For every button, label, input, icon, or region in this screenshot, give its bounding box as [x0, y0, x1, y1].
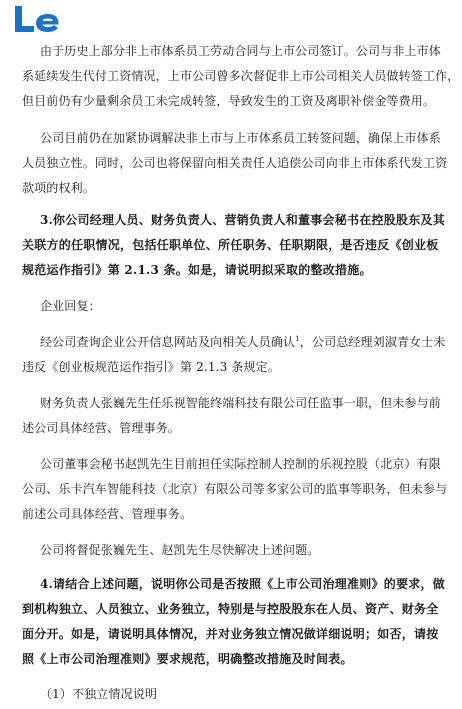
footnote-marker[interactable]: 1 — [295, 335, 300, 343]
text-line: 公司目前仍在加紧协调解决非上市与上市体系员工转签问题，确保上市体系 — [40, 131, 441, 145]
subsection-heading: （1）不独立情况说明 — [40, 687, 158, 701]
text-line — [40, 334, 446, 350]
text-line: 由于历史上部分非上市体系员工劳动合同与上市公司签订。公司与非上市体 — [40, 44, 441, 58]
question-4-line: 照《上市公司治理准则》要求规范，明确整改措施及时间表。 — [22, 652, 353, 666]
reply-heading: 企业回复： — [40, 299, 101, 313]
question-4-line: 4.请结合上述问题，说明你公司是否按照《上市公司治理准则》的要求，做 — [40, 577, 446, 591]
text-line: 公司董事会秘书赵凯先生目前担任实际控制人控制的乐视控股（北京）有限 — [40, 457, 441, 471]
text-line: 前述公司具体经营、管理事务。 — [22, 507, 193, 521]
text-line: 系延续发生代付工资情况，上市公司曾多次督促非上市公司相关人员做转签工作， — [22, 69, 460, 83]
le-logo-icon — [12, 4, 68, 34]
text-fragment: ，公司总经理刘淑青女士未 — [299, 335, 446, 349]
question-3-line: 规范运作指引》第 2.1.3 条。如是，请说明拟采取的整改措施。 — [22, 263, 372, 277]
text-line: 公司、乐卡汽车智能科技（北京）有限公司等多家公司的监事等职务，但未参与 — [22, 482, 448, 496]
company-logo — [12, 4, 68, 34]
text-line: 述公司具体经营、管理事务。 — [22, 421, 180, 435]
text-line: 公司将督促张巍先生、赵凯先生尽快解决上述问题。 — [40, 543, 320, 557]
text-line: 但目前仍有少量剩余员工未完成转签，导致发生的工资及离职补偿金等费用。 — [22, 94, 436, 108]
question-3-line: 3.你公司经理人员、财务负责人、营销负责人和董事会秘书在控股股东及其 — [40, 213, 446, 227]
question-4-line: 面分开。如是，请说明具体情况，并对业务独立情况做详细说明；如否，请按 — [22, 627, 439, 641]
text-line: 款项的权利。 — [22, 181, 95, 195]
text-line: 违反《创业板规范运作指引》第 2.1.3 条规定。 — [22, 360, 280, 374]
question-4-line: 到机构独立、人员独立、业务独立，特别是与控股股东在人员、资产、财务全 — [22, 602, 439, 616]
question-3-line: 关联方的任职情况，包括任职单位、所任职务、任职期限，是否违反《创业板 — [22, 238, 439, 252]
text-fragment: 经公司查询企业公开信息网站及向相关人员确认 — [40, 335, 296, 349]
text-line: 财务负责人张巍先生任乐视智能终端科技有限公司任监事一职，但未参与前 — [40, 396, 441, 410]
text-line: 人员独立性。同时，公司也将保留向相关责任人追偿公司向非上市体系代发工资 — [22, 156, 448, 170]
